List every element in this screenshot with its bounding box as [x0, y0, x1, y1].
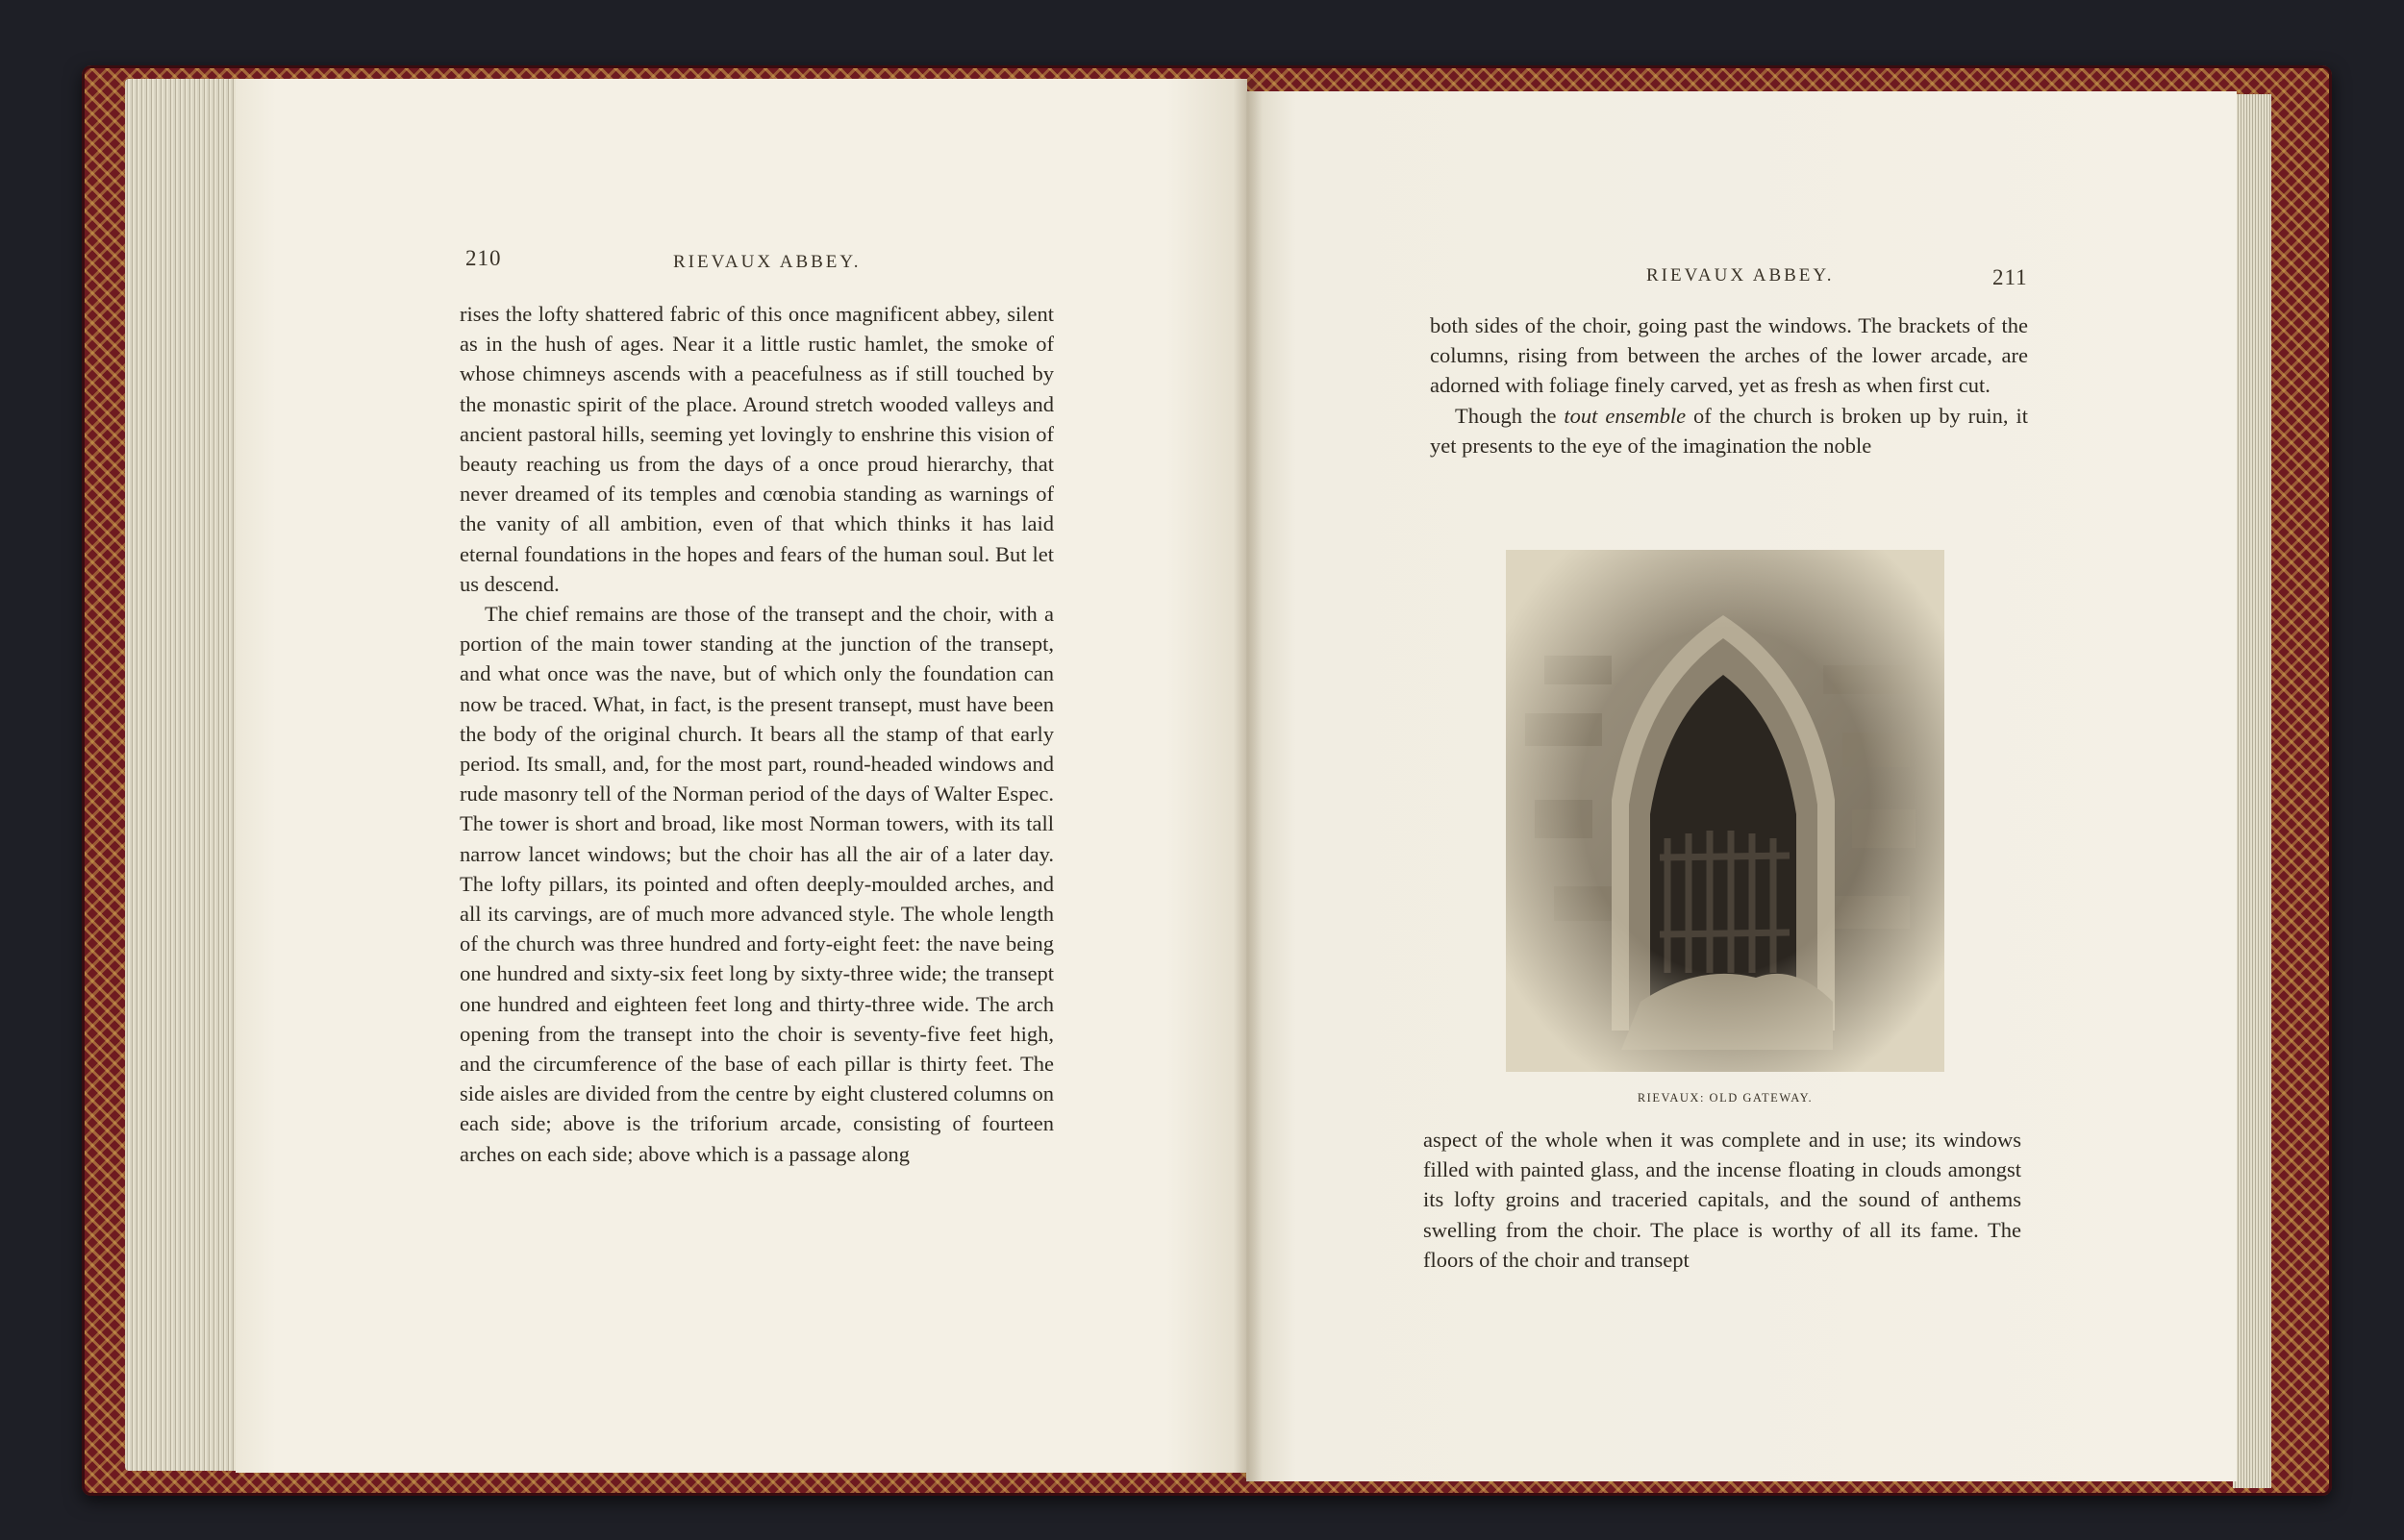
right-page-text-top [1430, 310, 2028, 460]
right-paragraph-2: Though the tout ensemble of the church is broken up by ruin, it yet presents to the eye of the imagination the noble [1430, 403, 2029, 458]
running-head-right: RIEVAUX ABBEY. [1646, 265, 1835, 286]
left-paragraph-1: rises the lofty shattered fabric of this once magnificent abbey, silent as in the hush of ages. Near it a little rustic hamlet, the smoke of whose chimneys ascends with a peacefulness as if still touched by the monastic spirit of the place. Around stretch wooded valleys and ancient pastoral hills, seeming yet lovingly to enshrine this vision of beauty reaching us from the days of a once proud hierarchy, that never dreamed of its temples and cœnobia standing as warnings of the vanity of all ambition, even of that which thinks it has laid eternal foundations in the hopes and fears of the human soul. But let us descend. [460, 302, 1054, 596]
book-gutter [1234, 79, 1263, 1482]
photo-caption: RIEVAUX: OLD GATEWAY. [1637, 1091, 1814, 1105]
gateway-photograph [1506, 550, 1944, 1072]
right-page-text-bottom [1423, 1125, 2021, 1275]
page-number-left: 210 [465, 246, 502, 270]
right-paragraph-1: both sides of the choir, going past the windows. The brackets of the columns, rising from between the arches of the lower arcade, are adorned with foliage finely carved, yet as fresh as when first cut. [1430, 313, 2028, 398]
left-page-text [460, 299, 1054, 1169]
running-head-left: RIEVAUX ABBEY. [673, 252, 862, 272]
italic-phrase: tout ensemble [1564, 403, 1687, 428]
left-paragraph-2: The chief remains are those of the transept and the choir, with a portion of the main tower standing at the junction of the transept, and what once was the nave, but of which only the foundation can now be traced. What, in fact, is the present transept, must have been the body of the original church. It bears all the stamp of that early period. Its small, and, for the most part, round-headed windows and rude masonry tell of the Norman period of the days of Walter Espec. The tower is short and broad, like most Norman towers, with its tall narrow lancet windows; but the choir has all the air of a later day. The lofty pillars, its pointed and often deeply-moulded arches, and all its carvings, are of much more advanced style. The whole length of the church was three hundred and forty-eight feet: the nave being one hundred and sixty-six feet long by sixty-three wide; the transept one hundred and eighteen feet long and thirty-three wide. The arch opening from the transept into the choir is seventy-five feet high, and the circumference of the base of each pillar is thirty feet. The side aisles are divided from the centre by eight clustered columns on each side; above is the triforium arcade, consisting of fourteen arches on each side; above which is a passage along [460, 602, 1054, 1166]
page-edges-right [2233, 94, 2271, 1488]
page-edges-left [125, 79, 250, 1471]
right-paragraph-3: aspect of the whole when it was complete and in use; its windows filled with painted glass, and the incense floating in clouds amongst its lofty groins and traceried capitals, and the sound of anthems swelling from the choir. The place is worthy of all its fame. The floors of the choir and transept [1423, 1128, 2021, 1272]
page-number-right: 211 [1992, 265, 2028, 289]
